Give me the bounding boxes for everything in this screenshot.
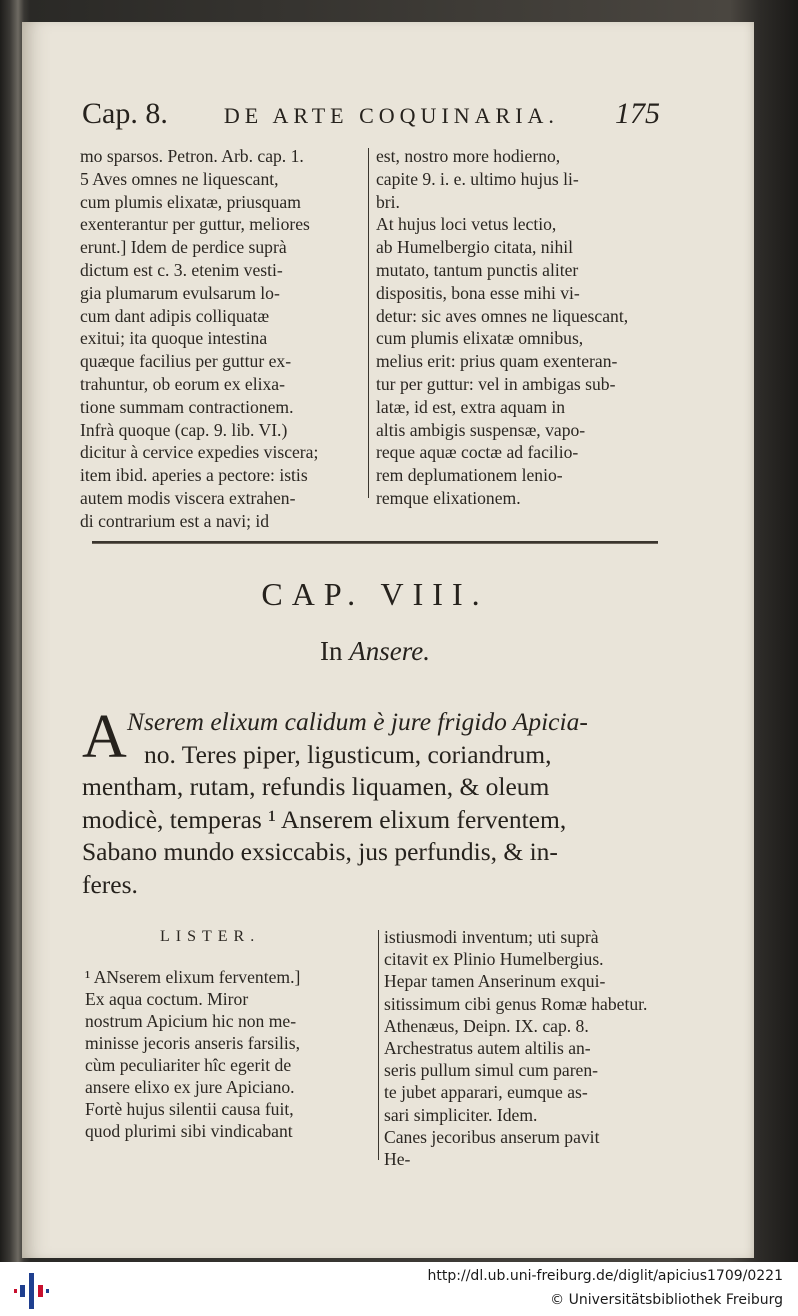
note-line: autem modis viscera extrahen- bbox=[80, 487, 296, 508]
lister-right-column bbox=[384, 926, 666, 1170]
running-head-chapter: Cap. 8. bbox=[82, 97, 168, 130]
note-line: melius erit: prius quam exenteran- bbox=[376, 351, 618, 372]
lister-line: sitissimum cibi genus Romæ habetur. bbox=[384, 993, 648, 1014]
chapter-subtitle bbox=[92, 636, 658, 667]
note-line: dispositis, bona esse mihi vi- bbox=[376, 282, 580, 303]
note-line: exenterantur per guttur, meliores bbox=[80, 214, 310, 235]
lister-line: Ex aqua coctum. Miror bbox=[85, 989, 249, 1009]
recipe-line: modicè, temperas ¹ Anserem elixum ferventem, bbox=[82, 804, 567, 834]
column-divider bbox=[368, 148, 369, 498]
running-head bbox=[82, 97, 660, 137]
library-logo-icon bbox=[14, 1271, 50, 1311]
lister-line: He- bbox=[384, 1149, 411, 1170]
note-line: 5 Aves omnes ne liquescant, bbox=[80, 168, 279, 189]
copyright-notice: © Universitätsbibliothek Freiburg bbox=[550, 1292, 783, 1308]
lister-line: Fortè hujus silentii causa fuit, bbox=[85, 1099, 294, 1119]
note-line: bri. bbox=[376, 191, 400, 212]
note-line: cum plumis elixatæ omnibus, bbox=[376, 328, 584, 349]
lister-line: te jubet apparari, eumque as- bbox=[384, 1082, 588, 1103]
note-line: quæque facilius per guttur ex- bbox=[80, 351, 292, 372]
note-line: rem deplumationem lenio- bbox=[376, 465, 563, 486]
lister-line: minisse jecoris anseris farsilis, bbox=[85, 1033, 300, 1053]
lister-line: Canes jecoribus anserum pavit bbox=[384, 1126, 600, 1147]
note-line: detur: sic aves omnes ne liquescant, bbox=[376, 305, 629, 326]
recipe-text bbox=[82, 703, 662, 901]
note-line: At hujus loci vetus lectio, bbox=[376, 214, 557, 235]
recipe-line: no. Teres piper, ligusticum, coriandrum, bbox=[144, 739, 552, 769]
page-number: 175 bbox=[615, 97, 660, 130]
recipe-line: mentham, rutam, refundis liquamen, & oleum bbox=[82, 772, 550, 801]
lister-line: ¹ ANserem elixum ferventem.] bbox=[85, 967, 301, 987]
note-line: reque aquæ coctæ ad facilio- bbox=[376, 442, 579, 463]
notes-right-column bbox=[376, 145, 656, 510]
note-line: ab Humelbergio citata, nihil bbox=[376, 237, 574, 258]
lister-line: nostrum Apicium hic non me- bbox=[85, 1011, 297, 1031]
note-line: cum plumis elixatæ, priusquam bbox=[80, 191, 301, 212]
lister-line: Hepar tamen Anserinum exqui- bbox=[384, 971, 606, 992]
viewer-footer bbox=[0, 1262, 798, 1316]
note-line: dicitur à cervice expedies viscera; bbox=[80, 442, 319, 463]
note-line: trahuntur, ob eorum ex elixa- bbox=[80, 373, 285, 394]
note-line: exitui; ita quoque intestina bbox=[80, 328, 268, 349]
note-line: tione summam contractionem. bbox=[80, 396, 294, 417]
lister-left-column bbox=[85, 966, 373, 1142]
note-line: remque elixationem. bbox=[376, 487, 521, 508]
lister-line: sari simpliciter. Idem. bbox=[384, 1104, 538, 1125]
lister-line: Athenæus, Deipn. IX. cap. 8. bbox=[384, 1015, 589, 1036]
note-line: tur per guttur: vel in ambigas sub- bbox=[376, 373, 616, 394]
note-line: mo sparsos. Petron. Arb. cap. 1. bbox=[80, 146, 304, 166]
running-head-title: DE ARTE COQUINARIA. bbox=[223, 103, 559, 128]
note-line: mutato, tantum punctis aliter bbox=[376, 259, 579, 280]
lister-line: Archestratus autem altilis an- bbox=[384, 1038, 591, 1059]
lister-line: quod plurimi sibi vindicabant bbox=[85, 1121, 293, 1141]
lister-line: cùm peculiariter hîc egerit de bbox=[85, 1055, 292, 1075]
chapter-title: CAP. VIII. bbox=[261, 576, 489, 612]
note-line: altis ambigis suspensæ, vapo- bbox=[376, 419, 586, 440]
lister-heading: LISTER. bbox=[160, 928, 261, 945]
note-line: dictum est c. 3. etenim vesti- bbox=[80, 259, 283, 280]
note-line: erunt.] Idem de perdice suprà bbox=[80, 237, 287, 258]
note-line: Infrà quoque (cap. 9. lib. VI.) bbox=[80, 419, 288, 440]
recipe-line: Nserem elixum calidum è jure frigido Apicia- bbox=[127, 707, 588, 736]
lister-line: ansere elixo ex jure Apiciano. bbox=[85, 1077, 295, 1097]
lister-line: istiusmodi inventum; uti suprà bbox=[384, 927, 599, 947]
note-line: capite 9. i. e. ultimo hujus li- bbox=[376, 168, 579, 189]
note-line: est, nostro more hodierno, bbox=[376, 146, 561, 166]
drop-cap: A bbox=[82, 703, 127, 771]
permalink-url[interactable]: http://dl.ub.uni-freiburg.de/diglit/apicius1709/0221 bbox=[427, 1268, 783, 1284]
note-line: item ibid. aperies a pectore: istis bbox=[80, 465, 308, 486]
notes-left-column bbox=[80, 145, 362, 533]
lister-line: citavit ex Plinio Humelbergius. bbox=[384, 949, 604, 970]
note-line: di contrarium est a navi; id bbox=[80, 510, 270, 531]
note-line: latæ, id est, extra aquam in bbox=[376, 396, 566, 417]
note-line: cum dant adipis colliquatæ bbox=[80, 305, 270, 326]
section-rule bbox=[92, 541, 658, 544]
recipe-line: Sabano mundo exsiccabis, jus perfundis, & in- bbox=[82, 837, 558, 866]
chapter-subtitle-word: Ansere. bbox=[349, 636, 430, 666]
recipe-line: feres. bbox=[82, 869, 138, 899]
column-divider bbox=[378, 930, 379, 1160]
lister-line: seris pullum simul cum paren- bbox=[384, 1060, 599, 1081]
chapter-subtitle-prefix: In bbox=[320, 636, 343, 666]
note-line: gia plumarum evulsarum lo- bbox=[80, 282, 280, 303]
